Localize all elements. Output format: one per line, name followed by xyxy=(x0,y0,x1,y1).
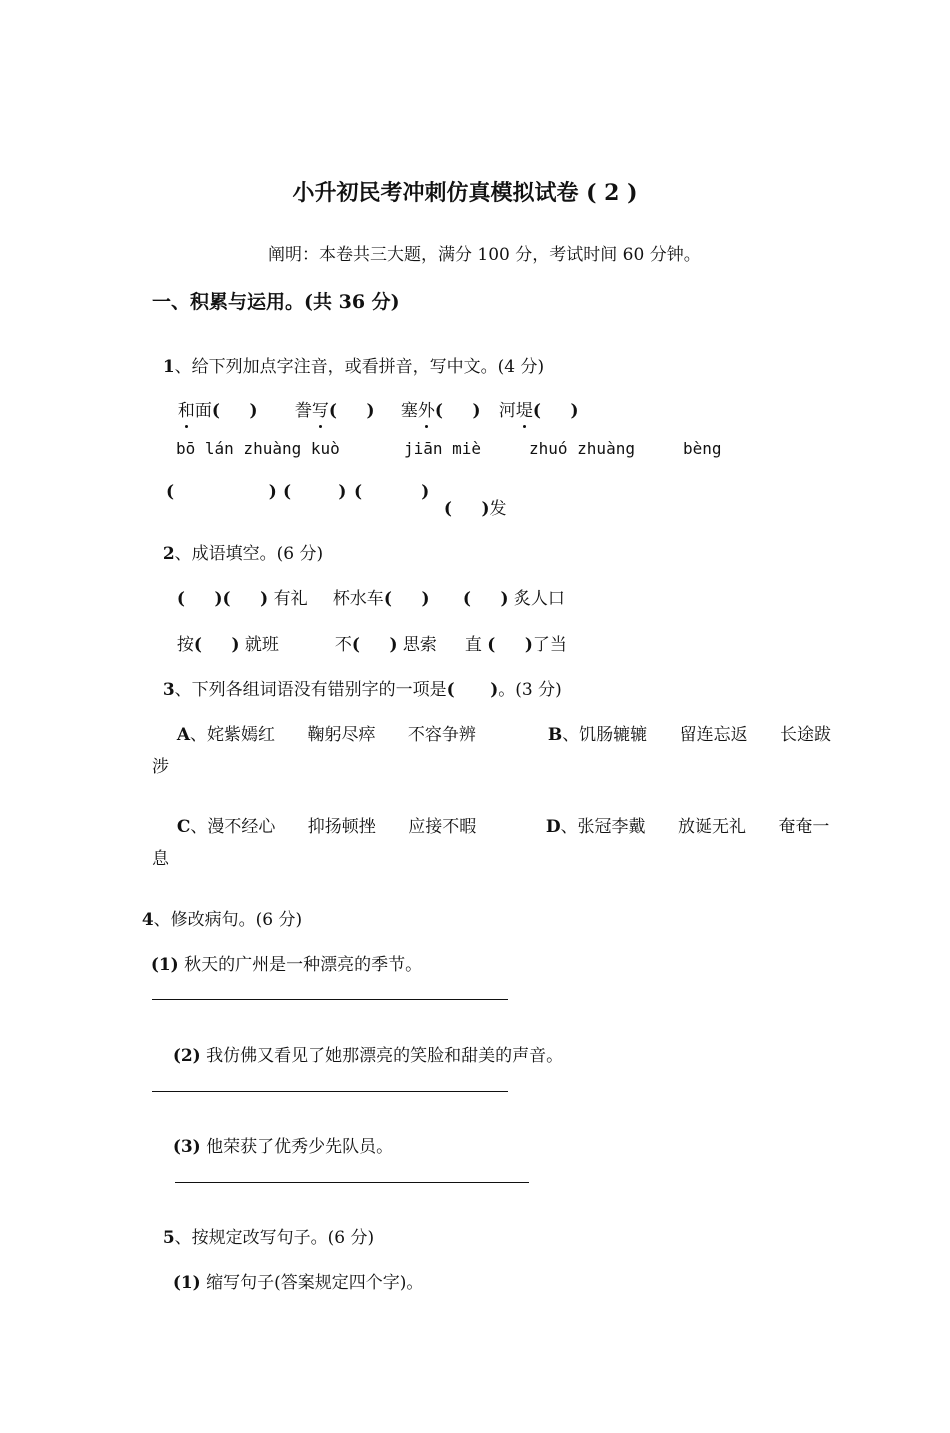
idiom-text: 按 xyxy=(176,635,194,655)
question-number: 3 xyxy=(162,680,175,700)
sentence-number: (3) xyxy=(172,1137,201,1157)
option-b[interactable] xyxy=(537,710,831,744)
answer-bracket[interactable]: ( ) xyxy=(193,635,240,655)
answer-bracket[interactable]: ( ) xyxy=(487,635,533,655)
idiom-text: 有礼 xyxy=(273,589,308,609)
option-c[interactable] xyxy=(166,802,476,836)
answer-bracket[interactable]: ( ) xyxy=(176,589,223,609)
question-text: 、按规定改写句子。(6 分) xyxy=(174,1228,375,1248)
answer-bracket[interactable]: ( ) xyxy=(434,401,481,421)
exam-instructions: 阐明：本卷共三大题，满分 100 分，考试时间 60 分钟。 xyxy=(268,245,701,265)
option-text: 、漫不经心 抑扬顿挫 应接不暇 xyxy=(190,817,477,837)
idiom-text: 了当 xyxy=(532,635,567,655)
question-number: 4 xyxy=(141,910,154,930)
answer-bracket[interactable]: ( ) xyxy=(446,680,499,700)
answer-bracket[interactable]: ( ) xyxy=(166,482,277,502)
section-heading: 一、积累与运用。(共 36 分) xyxy=(152,291,400,313)
answer-bracket[interactable]: ( ) xyxy=(443,499,490,519)
answer-bracket[interactable]: ( ) xyxy=(211,401,258,421)
idiom-text: 杯水车 xyxy=(332,589,384,609)
option-d[interactable] xyxy=(535,802,829,836)
answer-bracket-with-char xyxy=(433,484,507,518)
answer-bracket[interactable]: ( ) xyxy=(328,401,375,421)
answer-bracket[interactable]: ( ) xyxy=(383,589,430,609)
q1-word-3 xyxy=(390,386,481,420)
word-rest: 面 xyxy=(194,401,212,421)
option-label: B xyxy=(547,725,563,745)
idiom-text: 思索 xyxy=(402,635,437,655)
option-a[interactable] xyxy=(166,710,476,744)
idiom-4 xyxy=(166,620,279,654)
idiom-6 xyxy=(454,620,567,654)
option-text: 、饥肠辘辘 留连忘返 长途跋 xyxy=(562,725,832,745)
question-number: 1 xyxy=(162,357,175,377)
idiom-2 xyxy=(322,574,430,608)
question-3 xyxy=(152,665,562,699)
question-number: 5 xyxy=(162,1228,175,1248)
sentence-text: 秋天的广州是一种漂亮的季节。 xyxy=(184,955,423,975)
option-text: 、姹紫嫣红 鞠躬尽瘁 不容争辨 xyxy=(190,725,476,745)
pinyin-3: zhuó zhuàng xyxy=(529,439,635,458)
option-label: A xyxy=(176,725,191,745)
sentence-text: 他荣获了优秀少先队员。 xyxy=(206,1137,394,1157)
idiom-5 xyxy=(324,620,437,654)
question-text: 、给下列加点字注音，或看拼音，写中文。(4 分) xyxy=(174,357,545,377)
answer-bracket[interactable]: ( ) xyxy=(283,482,347,502)
sentence-1 xyxy=(140,940,422,974)
dotted-char: 和 xyxy=(177,401,195,421)
q5-sentence-1 xyxy=(162,1258,423,1292)
option-label: D xyxy=(545,817,561,837)
idiom-1 xyxy=(166,574,308,608)
question-5 xyxy=(152,1213,374,1247)
idiom-text: 就班 xyxy=(244,635,279,655)
question-1 xyxy=(152,342,544,376)
question-text: 、修改病句。(6 分) xyxy=(153,910,303,930)
idiom-3 xyxy=(452,574,565,608)
answer-bracket[interactable]: ( ) xyxy=(354,482,430,502)
pinyin-1: bō lán zhuàng kuò xyxy=(176,439,340,458)
pinyin-2: jiān miè xyxy=(404,439,482,458)
pinyin-4: bèng xyxy=(683,439,722,458)
answer-line[interactable] xyxy=(175,1182,529,1183)
word-rest: 誊 xyxy=(294,401,312,421)
answer-bracket[interactable]: ( ) xyxy=(351,635,398,655)
dotted-char: 写 xyxy=(311,401,329,421)
answer-line[interactable] xyxy=(152,1091,508,1092)
answer-bracket[interactable]: ( ) xyxy=(222,589,269,609)
option-label: C xyxy=(176,817,191,837)
sentence-number: (1) xyxy=(150,955,179,975)
q1-word-1 xyxy=(167,386,258,420)
q1-word-2 xyxy=(284,386,375,420)
idiom-text: 直 xyxy=(464,635,482,655)
sentence-2 xyxy=(162,1031,563,1065)
question-text: 、下列各组词语没有错别字的一项是 xyxy=(174,680,447,700)
suffix-char: 发 xyxy=(489,499,507,519)
sentence-3 xyxy=(162,1122,393,1156)
question-4 xyxy=(131,895,302,929)
question-text: 、成语填空。(6 分) xyxy=(174,544,324,564)
q1-word-4 xyxy=(488,386,579,420)
word-rest: 河 xyxy=(498,401,516,421)
option-d-wrap: 息 xyxy=(152,849,169,869)
word-rest: 塞 xyxy=(400,401,418,421)
answer-bracket[interactable]: ( ) xyxy=(462,589,509,609)
option-b-wrap: 涉 xyxy=(152,757,169,777)
page-title: 小升初民考冲刺仿真模拟试卷 ( 2 ) xyxy=(292,180,638,206)
answer-line[interactable] xyxy=(152,999,508,1000)
sentence-number: (2) xyxy=(172,1046,201,1066)
dotted-char: 堤 xyxy=(515,401,533,421)
idiom-text: 不 xyxy=(334,635,352,655)
idiom-text: 炙人口 xyxy=(513,589,565,609)
question-2 xyxy=(152,529,323,563)
question-number: 2 xyxy=(162,544,175,564)
answer-bracket[interactable]: ( ) xyxy=(532,401,579,421)
dotted-char: 外 xyxy=(417,401,435,421)
sentence-text: 缩写句子(答案规定四个字)。 xyxy=(206,1273,424,1293)
sentence-number: (1) xyxy=(172,1273,201,1293)
question-tail: 。(3 分) xyxy=(498,680,562,700)
sentence-text: 我仿佛又看见了她那漂亮的笑脸和甜美的声音。 xyxy=(206,1046,564,1066)
option-text: 、张冠李戴 放诞无礼 奄奄一 xyxy=(560,817,830,837)
